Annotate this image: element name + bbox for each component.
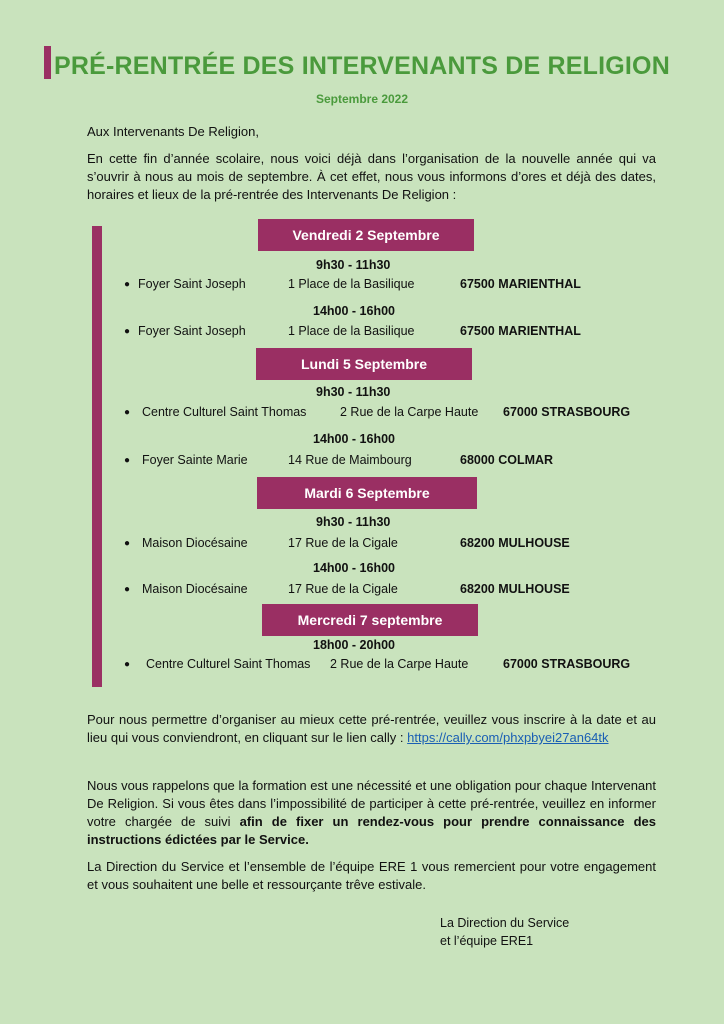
- time-slot: 9h30 - 11h30: [316, 385, 391, 399]
- signature-line-1: La Direction du Service: [440, 916, 570, 930]
- venue-city: 68000 COLMAR: [460, 453, 554, 467]
- venue-address: 2 Rue de la Carpe Haute: [330, 657, 469, 671]
- day-header: Mardi 6 Septembre: [257, 477, 477, 509]
- venue-address: 14 Rue de Maimbourg: [288, 453, 412, 467]
- bullet: ●: [124, 538, 131, 549]
- venue-address: 1 Place de la Basilique: [288, 277, 415, 291]
- bullet: ●: [124, 455, 131, 466]
- venue-city: 67500 MARIENTHAL: [460, 324, 581, 338]
- time-slot: 14h00 - 16h00: [313, 432, 395, 446]
- signature: [440, 914, 569, 950]
- venue-name: Foyer Saint Joseph: [138, 277, 246, 291]
- venue-name: Foyer Saint Joseph: [138, 324, 246, 338]
- venue-name: Centre Culturel Saint Thomas: [142, 405, 307, 419]
- thanks-paragraph: La Direction du Service et l’ensemble de l’équipe ERE 1 vous remercient pour votre engagement et vous souhaitent une belle et ressourçante trêve estivale.: [87, 859, 656, 892]
- venue-city: 68200 MULHOUSE: [460, 536, 570, 550]
- bullet: ●: [124, 659, 131, 670]
- page-subtitle: Septembre 2022: [315, 92, 409, 106]
- time-slot: 14h00 - 16h00: [313, 304, 395, 318]
- venue-name: Maison Diocésaine: [142, 536, 248, 550]
- venue-city: 68200 MULHOUSE: [460, 582, 570, 596]
- time-slot: 9h30 - 11h30: [316, 258, 391, 272]
- venue-address: 17 Rue de la Cigale: [288, 582, 398, 596]
- venue-address: 2 Rue de la Carpe Haute: [340, 405, 479, 419]
- greeting: Aux Intervenants De Religion,: [87, 124, 259, 139]
- day-header: Mercredi 7 septembre: [262, 604, 478, 636]
- time-slot: 14h00 - 16h00: [313, 561, 395, 575]
- venue-name: Foyer Sainte Marie: [142, 453, 248, 467]
- time-slot: 9h30 - 11h30: [316, 515, 391, 529]
- venue-name: Maison Diocésaine: [142, 582, 248, 596]
- bullet: ●: [124, 326, 131, 337]
- day-header: Lundi 5 Septembre: [256, 348, 472, 380]
- page-title: PRÉ-RENTRÉE DES INTERVENANTS DE RELIGION: [54, 52, 670, 80]
- venue-address: 1 Place de la Basilique: [288, 324, 415, 338]
- day-header: Vendredi 2 Septembre: [258, 219, 474, 251]
- reminder-paragraph: [87, 777, 656, 849]
- venue-address: 17 Rue de la Cigale: [288, 536, 398, 550]
- venue-city: 67000 STRASBOURG: [503, 657, 631, 671]
- signature-line-2: et l’équipe ERE1: [440, 934, 534, 948]
- venue-name: Centre Culturel Saint Thomas: [146, 657, 311, 671]
- registration-paragraph: [87, 711, 656, 747]
- time-slot: 18h00 - 20h00: [313, 638, 395, 652]
- registration-link[interactable]: https://cally.com/phxpbyei27an64tk: [407, 730, 609, 745]
- reminder-text: Nous vous rappelons que la formation est une nécessité et une obligation pour chaque Intervenant De Religion. Si vous êtes dans l’impossibilité de participer à cette pré-rentrée, veuillez en informer votre chargée de suivi: [87, 778, 656, 829]
- venue-city: 67000 STRASBOURG: [503, 405, 631, 419]
- venue-city: 67500 MARIENTHAL: [460, 277, 581, 291]
- bullet: ●: [124, 279, 131, 290]
- registration-text: Pour nous permettre d’organiser au mieux cette pré-rentrée, veuillez vous inscrire à la date et au lieu qui vous conviendront, en cliquant sur le lien cally :: [87, 712, 656, 745]
- schedule-side-bar: [92, 226, 102, 687]
- bullet: ●: [124, 407, 131, 418]
- intro-paragraph: En cette fin d’année scolaire, nous voici déjà dans l’organisation de la nouvelle année qui va s’ouvrir à nous au mois de septembre. À cet effet, nous vous informons d’ores et déjà des dates, horaires et lieux de la pré-rentrée des Intervenants De Religion :: [87, 151, 656, 202]
- reminder-bold-text: afin de fixer un rendez-vous pour prendre connaissance des instructions édictées par le Service.: [87, 814, 656, 847]
- bullet: ●: [124, 584, 131, 595]
